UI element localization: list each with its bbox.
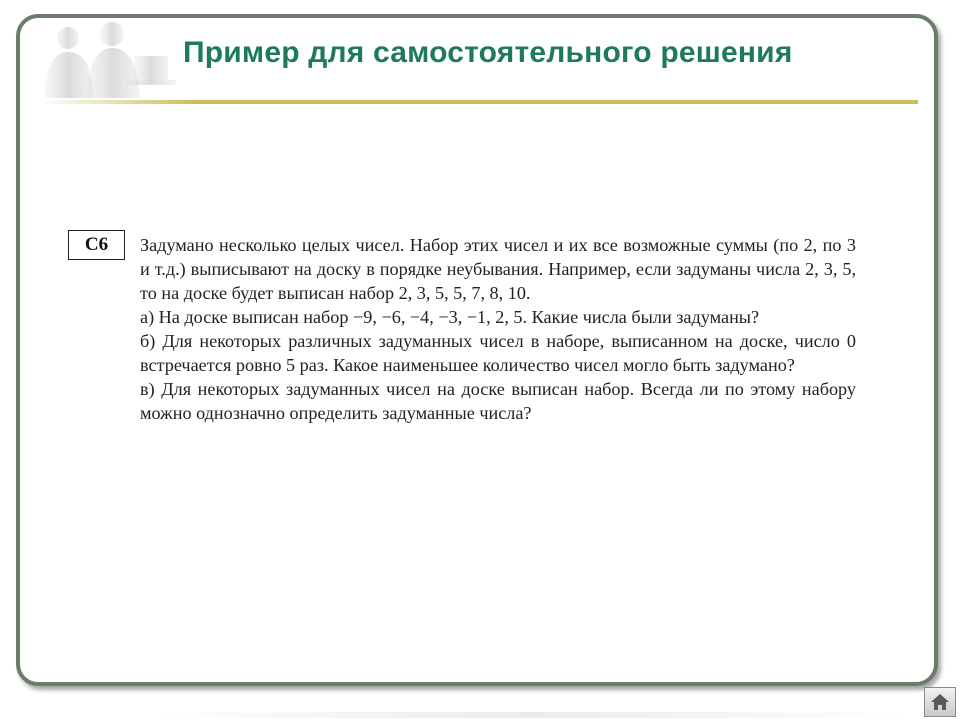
problem-part-b: б) Для некоторых различных задуманных чисел в наборе, выписанном на доске, число 0 встречается ровно 5 раз. Какое наименьшее количество чисел могло быть задумано?	[140, 331, 856, 375]
footer-shadow	[150, 712, 910, 718]
home-icon	[929, 692, 951, 712]
home-button[interactable]	[924, 687, 956, 717]
problem-text	[140, 233, 856, 425]
people-silhouette-icon	[30, 18, 180, 98]
problem-statement: Задумано несколько целых чисел. Набор этих чисел и их все возможные суммы (по 2, по 3 и т.д.) выписывают на доску в порядке неубывания. Например, если задуманы числа 2, 3, 5, то на доске будет выписан набор 2, 3, 5, 5, 7, 8, 10.	[140, 235, 856, 303]
problem-part-c: в) Для некоторых задуманных чисел на доске выписан набор. Всегда ли по этому набору можно однозначно определить задуманные числа?	[140, 379, 856, 423]
problem-part-a: а) На доске выписан набор −9, −6, −4, −3, −1, 2, 5. Какие числа были задуманы?	[140, 307, 760, 327]
task-label: С6	[68, 230, 125, 260]
page-title: Пример для самостоятельного решения	[183, 36, 793, 69]
title-divider	[40, 100, 918, 104]
